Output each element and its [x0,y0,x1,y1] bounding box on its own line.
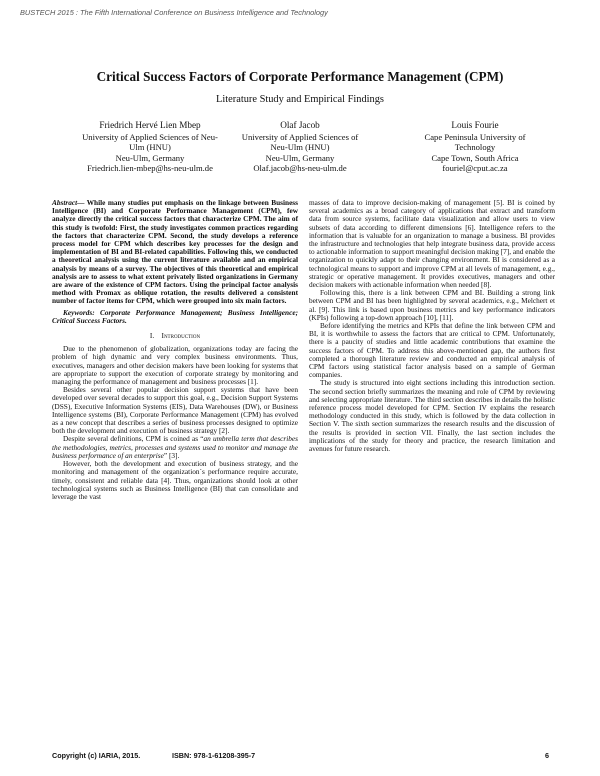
abstract-label: Abstract [52,198,78,207]
author-location: Cape Town, South Africa [431,152,519,163]
author-affiliation: Cape Peninsula University of [424,131,526,142]
paragraph: However, both the development and execution of business strategy, and the monitoring and management of the organization´s performance require accurate, timely, consistent and reliable data [4]. Thus, organizations should look at other technological systems such as Business Intelligence (BI) that can consolidate and leverage the vast [52,459,298,501]
abstract-text: — While many studies put emphasis on the linkage between Business Intelligence (BI) and Corporate Performance Management (CPM), few analyze directly the critical success factors that characterize CPM. The aim of this study is twofold: First, the study investigates common practices regarding the factors that characterize CPM. Second, the study develops a reference process model for CPM which describes key processes for the design and implementation of BI and BI-related capabilities. Following this, we conducted a theoretical analysis using the current literature available and an empirical analysis by means of a survey. The objectives of this theoretical and empirical analysis are to assess to what extent privately listed organizations in Germany are aware of the existence of CPM factors. Using the principal factor analysis method with Promax as oblique rotation, the results delivered a consistent number of factor items for CPM, which were grouped into six main factors. [52,198,298,306]
running-header: BUSTECH 2015 : The Fifth International Conference on Business Intelligence and Technology [20,8,328,17]
author-affiliation: University of Applied Sciences of Neu- [82,131,218,142]
paper-subtitle: Literature Study and Empirical Findings [216,94,384,105]
page-number: 6 [545,751,549,760]
author-location: Neu-Ulm, Germany [115,152,185,163]
paragraph-text: ” [3]. [163,450,180,460]
paragraph: Due to the phenomenon of globalization, organizations today are facing the problem of high dynamic and very complex business environments. Thus, executives, managers and other decision makers have been looking for systems that are appropriate to support the execution of corporate strategy by monitoring and managing the performance of management and business processes [1]. [52,344,298,387]
quoted-definition: an umbrella term that describes the methodologies, metrics, processes and systems used to monitor and manage the business performance of an enterprise [52,434,298,460]
paragraph: The study is structured into eight sections including this introduction section. The second section briefly summarizes the meaning and role of CPM by reviewing and selecting appropriate literature. The third section describes in details the holistic reference process model developed for CPM. Section IV explains the research methodology conducted in this study, which is followed by the data collection in Section V. The sixth section summarizes the research results and the discussion of the results is provided in section VII. Finally, the last section includes the implications of the study for theory and practice, the research limitation and avenues for future research. [309,378,555,454]
keywords-text: Corporate Performance Management; Business Intelligence; Critical Success Factors. [52,307,298,325]
abstract [52,199,298,306]
author-affiliation: Technology [454,142,496,153]
author-affiliation: Ulm (HNU) [129,142,171,153]
paragraph: masses of data to improve decision-making of management [5]. BI is coined by several academics as a broad category of applications that extract and transform data from source systems, facilitate data visualization and allow users to view subsets of data according to different dimensions [6]. Intelligence refers to the information that is valuable for an organization to manage a business. BI provides the infrastructure and technologies that help integrate business data, provide access to actionable information to support meaningful decision making [7], and enable the organization to quickly adapt to their changing environment. BI is considered as a technological means to support and improve CPM at all levels of management, e.g., strategic or operative management. It provides executives, managers and other decision makers with actionable information when needed [8]. [309,198,555,290]
author-name: Olaf Jacob [280,120,320,130]
right-column [309,199,555,453]
left-column [52,199,298,501]
footer-isbn: ISBN: 978-1-61208-395-7 [172,751,256,760]
paragraph: Besides several other popular decision support systems that have been developed over several decades to support this goal, e.g., Decision Support Systems (DSS), Executive Information Systems (EIS), Data Warehouses (DW), or Business Intelligence systems (BI), Corporate Performance Management (CPM) has evolved as a new concept that describes a series of business processes designed to optimize both the development and execution of business strategy [2]. [52,385,298,436]
paragraph: Before identifying the metrics and KPIs that define the link between CPM and BI, it is worthwhile to assess the factors that are critical to CPM. Unfortunately, there is a paucity of studies and little academic contributions that examine the success factors of CPM. To address this above-mentioned gap, the authors first completed a thorough literature review and conducted an empirical analysis of CPM factors using statistical factor analysis based on a sample of German companies. [309,321,555,380]
section-heading [52,332,298,340]
paper-title: Critical Success Factors of Corporate Performance Management (CPM) [96,69,504,84]
section-title: Introduction [161,331,201,341]
keywords [52,309,298,325]
author-email: Friedrich.lien-mbep@hs-neu-ulm.de [87,163,213,174]
author-block-3 [395,120,555,174]
paragraph-text: Despite several definitions, CPM is coined as “ [63,434,204,444]
author-location: Neu-Ulm, Germany [265,152,335,163]
author-email: fouriel@cput.ac.za [442,163,508,174]
footer-copyright: Copyright (c) IARIA, 2015. [52,751,141,760]
author-email: Olaf.jacob@hs-neu-ulm.de [253,163,347,174]
paragraph: Following this, there is a link between CPM and BI. Building a strong link between CPM and BI has been highlighted by several academics, e.g., Melchert et al. [9]. This link is based upon business metrics and key performance indicators (KPIs) following a top-down approach [10], [11]. [309,288,555,322]
author-name: Friedrich Hervé Lien Mbep [99,120,201,130]
author-affiliation: University of Applied Sciences of [241,131,359,142]
section-number: I. [149,331,155,341]
keywords-label: Keywords: [63,307,95,317]
author-name: Louis Fourie [451,120,499,130]
paragraph [52,435,298,460]
author-block-2 [222,120,378,174]
author-affiliation: Neu-Ulm (HNU) [270,142,330,153]
author-block-1 [60,120,240,174]
